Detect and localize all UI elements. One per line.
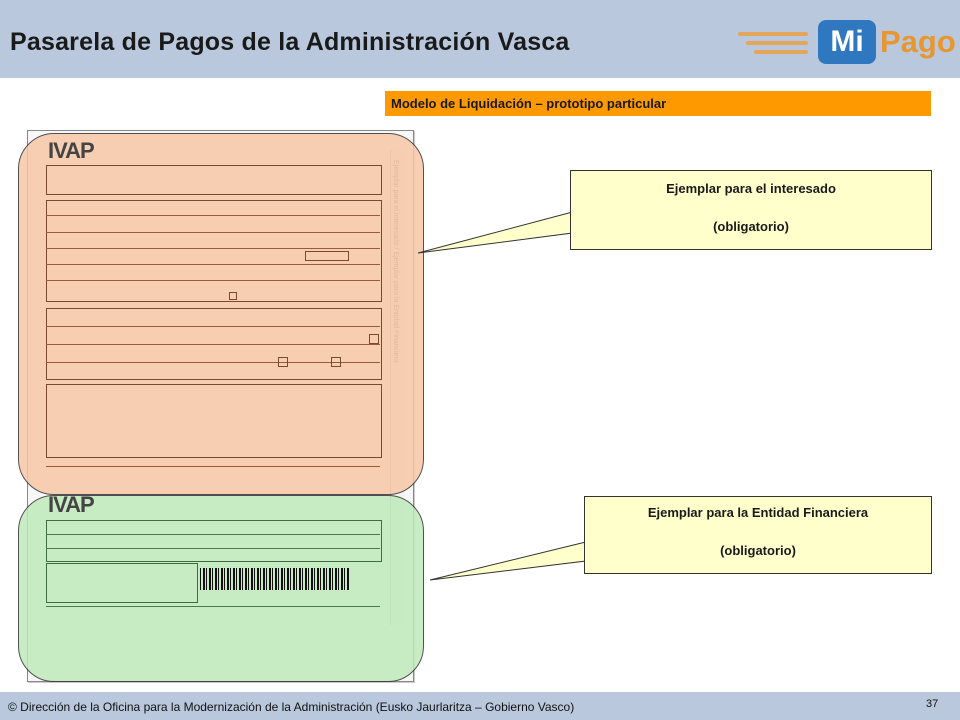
callout-entidad bbox=[584, 496, 932, 574]
slide-title: Pasarela de Pagos de la Administración Vasca bbox=[10, 28, 570, 56]
callout-title: Ejemplar para la Entidad Financiera bbox=[647, 505, 869, 520]
footer-copyright: © Dirección de la Oficina para la Modernización de la Administración (Eusko Jaurlaritza – Gobierno Vasco) bbox=[8, 700, 575, 714]
callout-tail-interesado bbox=[418, 210, 580, 253]
subtitle-text: Modelo de Liquidación – prototipo particular bbox=[391, 96, 667, 111]
callout-tail-entidad bbox=[430, 540, 594, 580]
callout-title: Ejemplar para el interesado bbox=[666, 181, 836, 196]
ivap-logo: IVAP bbox=[48, 492, 94, 517]
callout-note: (obligatorio) bbox=[713, 219, 789, 234]
ivap-logo: IVAP bbox=[48, 138, 94, 163]
callout-interesado bbox=[570, 170, 932, 250]
slide-footer bbox=[0, 692, 960, 720]
logo-mi: Mi bbox=[818, 20, 876, 64]
logo-pago: Pago bbox=[880, 24, 956, 59]
page-number: 37 bbox=[926, 698, 939, 710]
callout-note: (obligatorio) bbox=[720, 543, 796, 558]
